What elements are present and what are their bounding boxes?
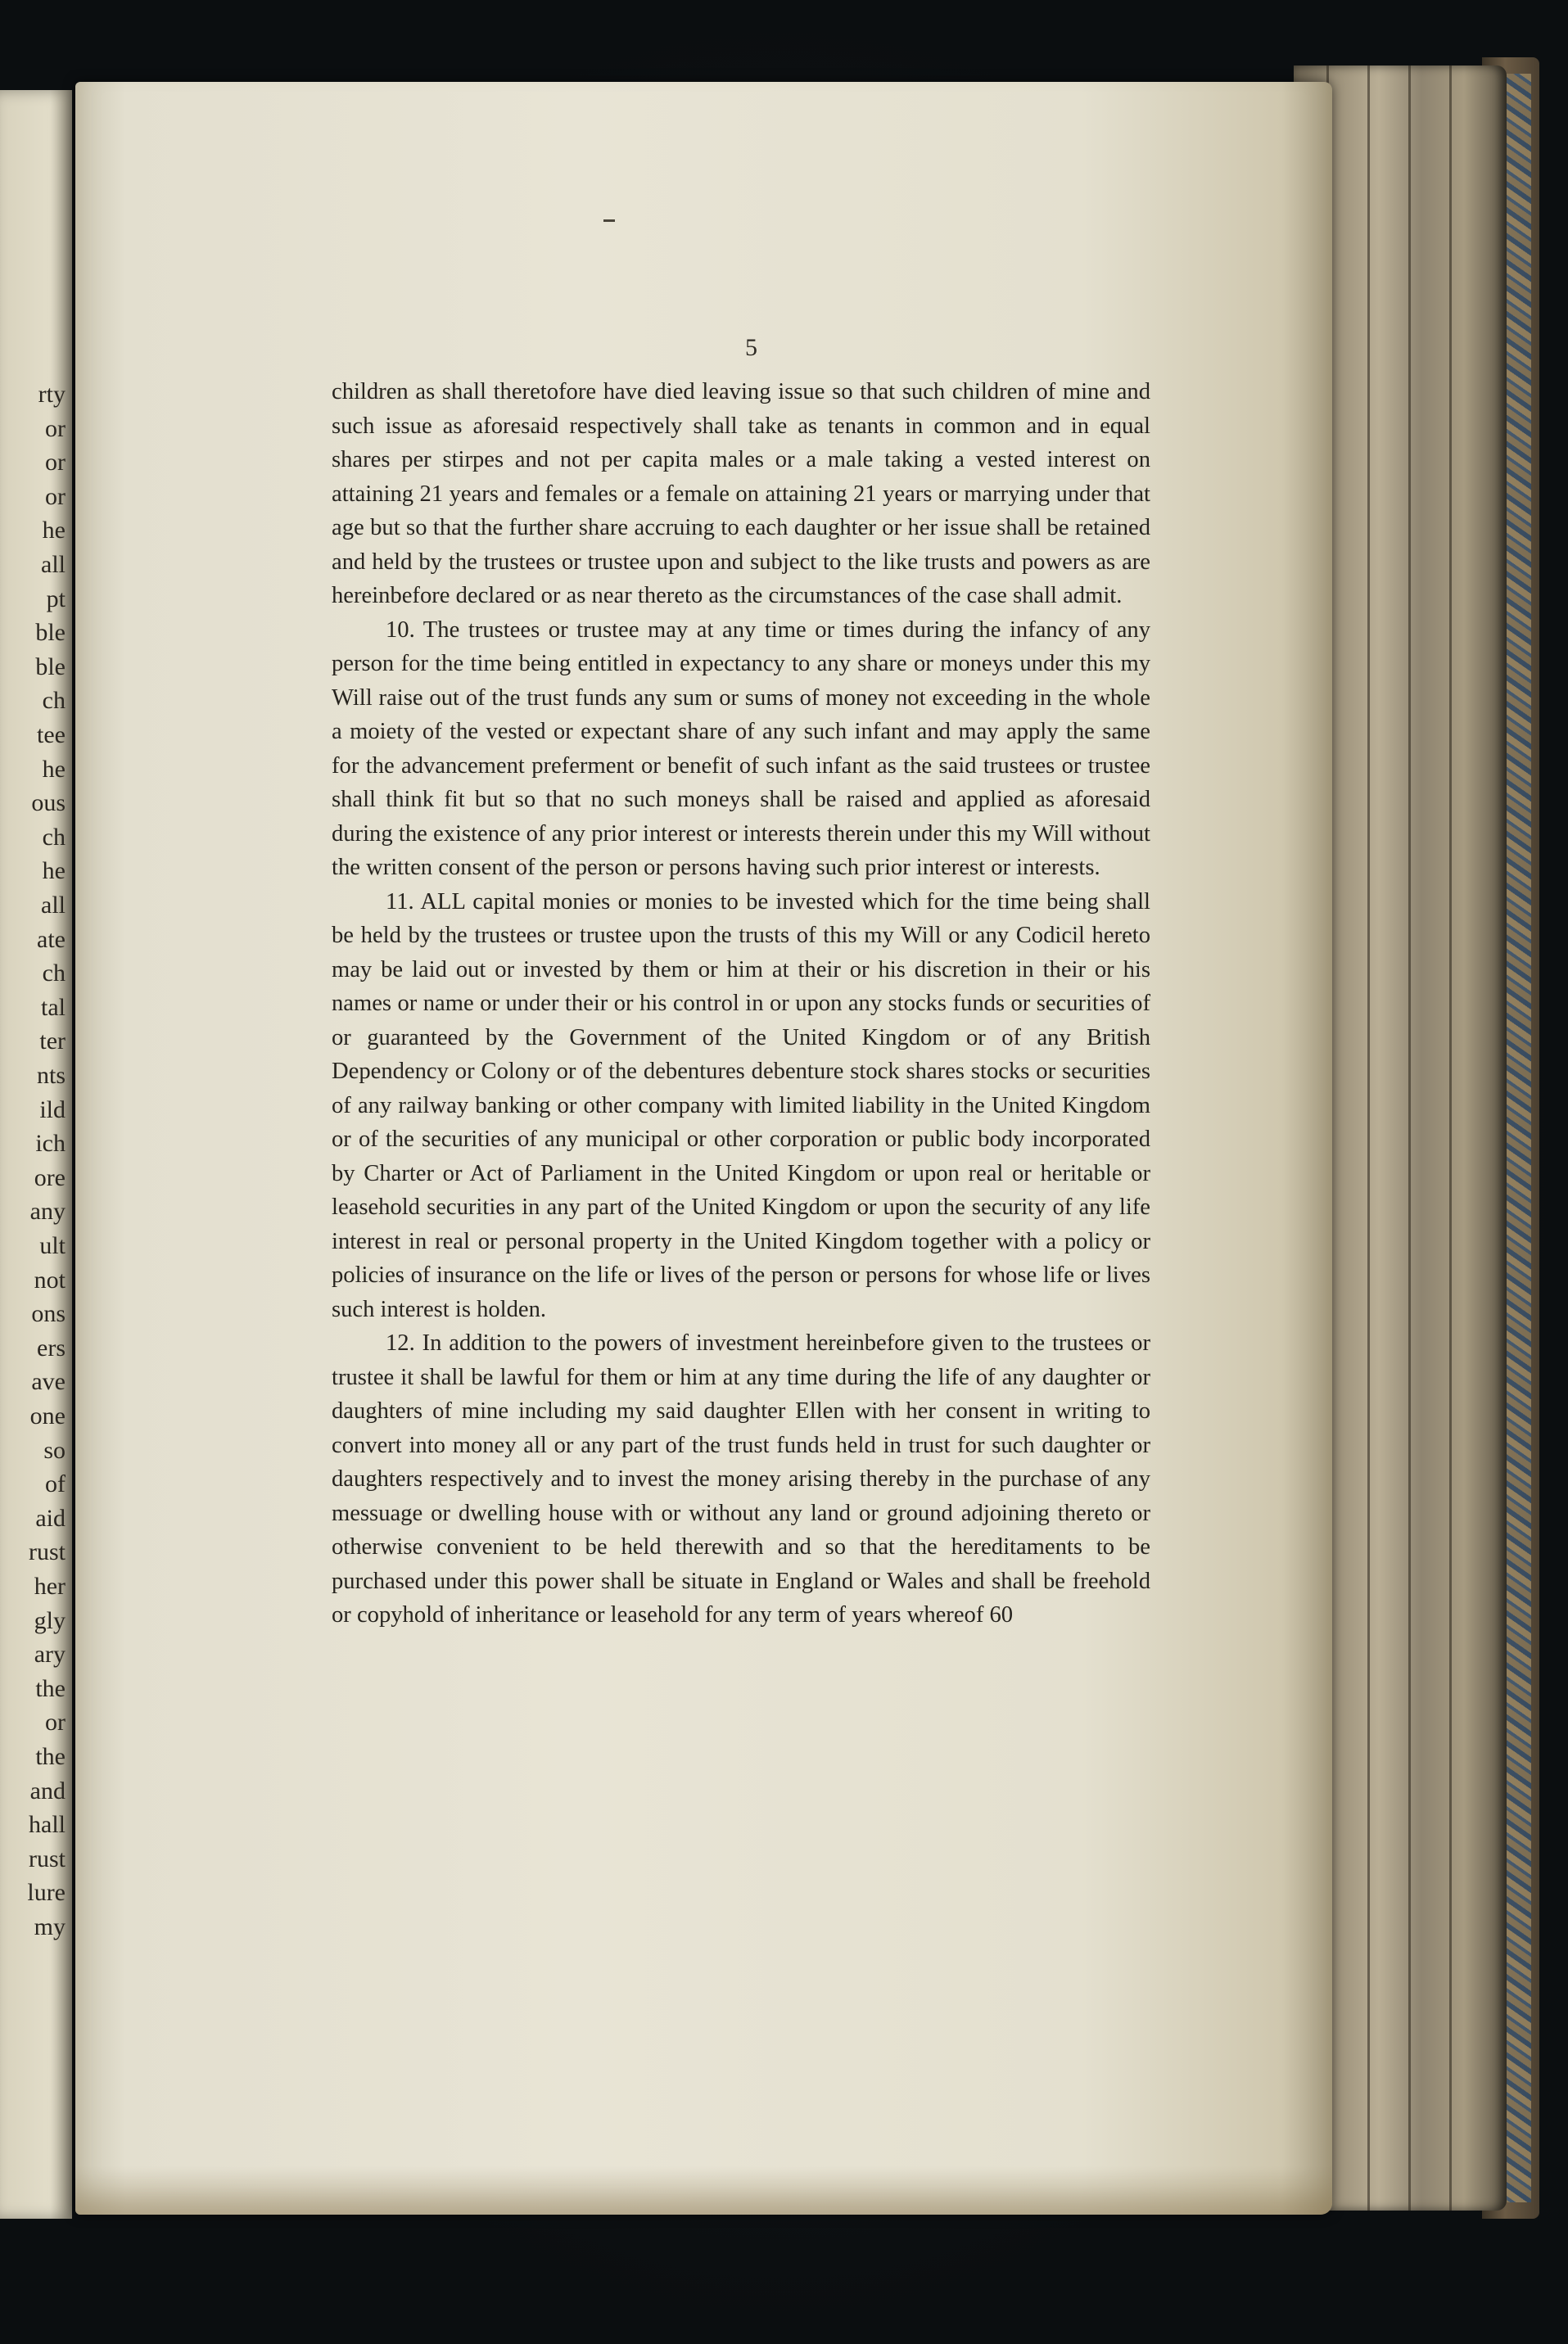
facing-page-fragment: ore — [34, 1163, 66, 1191]
facing-page-fragment: he — [42, 755, 66, 783]
facing-page-fragment: ous — [31, 789, 66, 817]
facing-page-fragment: any — [29, 1198, 66, 1226]
facing-page-fragment: or — [45, 482, 66, 510]
facing-page-fragment: the — [35, 1743, 66, 1770]
page-edge-line — [1408, 65, 1411, 2211]
facing-page-fragment: ter — [39, 1027, 66, 1055]
facing-page-fragment: rust — [29, 1538, 66, 1566]
facing-page-fragment: ble — [35, 619, 66, 647]
facing-page-fragment: ons — [31, 1300, 66, 1328]
facing-page-fragment: my — [34, 1913, 66, 1940]
facing-page — [0, 90, 72, 2219]
facing-page-fragment: or — [45, 449, 66, 476]
facing-page-fragment: ers — [37, 1334, 66, 1362]
facing-page-fragment: not — [34, 1266, 66, 1294]
facing-page-fragment: rust — [29, 1845, 66, 1872]
facing-page-fragment: ave — [31, 1368, 66, 1396]
facing-page-fragment: aid — [35, 1504, 66, 1532]
facing-page-fragment: lure — [27, 1879, 66, 1907]
page-body — [332, 375, 1150, 1633]
facing-page-fragment: ate — [37, 925, 66, 953]
paragraph: 12. In addition to the powers of investment hereinbefore given to the trustees or trustee it shall be lawful for them or him at any time during the life of any daughter or daughters of mine including my said daughter Ellen with her consent in writing to convert into money all or any part of the trust funds held in trust for such daughter or daughters respectively and to invest the money arising thereby in the purchase of any messuage or dwelling house with or without any land or ground adjoining thereto or otherwise convenient to be held therewith and so that the hereditaments to be purchased under this power shall be situate in England or Wales and shall be freehold or copyhold of inheritance or leasehold for any term of years whereof 60 — [332, 1330, 1150, 1628]
facing-page-fragment: ary — [34, 1641, 66, 1669]
facing-page-fragment: he — [42, 517, 66, 544]
facing-page-fragment: tee — [37, 721, 66, 748]
page-number: 5 — [745, 334, 757, 361]
paragraph: 11. ALL capital monies or monies to be invested which for the time being shall be held by the trustees or trustee upon the trusts of this my Will or any Codicil hereto may be laid out or invested by them or him at their or his discretion in their or his names or name or under their or his control in or upon any stocks funds or securities of or guaranteed by the Government of the United Kingdom or of any British Dependency or Colony or of the debentures debenture stock shares stocks or securities of any railway banking or other company with limited liability in the United Kingdom or of the securities of any municipal or other corporation or public body incorporated by Charter or Act of Parliament in the United Kingdom or upon real or heritable or leasehold securities in any part of the United Kingdom or upon the security of any life interest in real or personal property in the United Kingdom together with a policy or policies of insurance on the life or lives of the person or persons for whose life or lives such interest is holden. — [332, 888, 1150, 1322]
facing-page-fragment: ult — [39, 1232, 66, 1259]
page-mark — [603, 219, 615, 222]
facing-page-fragment: gly — [34, 1606, 66, 1634]
facing-page-fragment: ch — [42, 960, 66, 987]
facing-page-fragment: rty — [38, 381, 66, 408]
facing-page-fragment: one — [29, 1402, 66, 1429]
paragraph: children as shall theretofore have died leaving issue so that such children of mine and such issue as aforesaid respectively shall take as tenants in common and in equal shares per stirpes and not per capita males or a male taking a vested interest on attaining 21 years and females or a female on attaining 21 years or marrying under that age but so that the further share accruing to each daughter or her issue shall be retained and held by the trustees or trustee upon and subject to the like trusts and powers as are hereinbefore declared or as near thereto as the circumstances of the case shall admit. — [332, 379, 1150, 608]
facing-page-fragment: pt — [46, 585, 66, 612]
facing-page-fragment: tal — [41, 993, 66, 1021]
facing-page-fragment: ch — [42, 687, 66, 715]
facing-page-fragment: ch — [42, 823, 66, 851]
facing-page-fragment: ble — [35, 653, 66, 680]
facing-page-fragment: the — [35, 1674, 66, 1702]
facing-page-fragment: nts — [36, 1062, 66, 1089]
facing-page-fragment: he — [42, 857, 66, 885]
facing-page-fragment: all — [41, 892, 66, 919]
facing-page-fragment: or — [45, 1709, 66, 1737]
paragraph: 10. The trustees or trustee may at any time or times during the infancy of any person for the time being entitled in expectancy to any share or moneys under this my Will raise out of the trust funds any sum or sums of money not exceeding in the whole a moiety of the vested or expectant share of any such infant and may apply the same for the advancement preferment or benefit of such infant as the said trustees or trustee shall think fit but so that no such moneys shall be raised and applied as aforesaid during the existence of any prior interest or interests therein under this my Will without the written consent of the person or persons having such prior interest or interests. — [332, 616, 1150, 880]
facing-page-fragment: or — [45, 414, 66, 442]
facing-page-fragment: hall — [29, 1811, 66, 1839]
facing-page-fragment: her — [34, 1573, 66, 1600]
page-edge-line — [1449, 65, 1452, 2211]
facing-page-fragment: ild — [39, 1095, 66, 1123]
facing-page-fragment: all — [41, 551, 66, 578]
facing-page-fragment: ich — [35, 1130, 66, 1158]
facing-page-fragment: so — [43, 1436, 66, 1464]
page-edge-line — [1367, 65, 1370, 2211]
facing-page-fragment: and — [29, 1777, 66, 1804]
facing-page-fragment: of — [45, 1470, 66, 1498]
